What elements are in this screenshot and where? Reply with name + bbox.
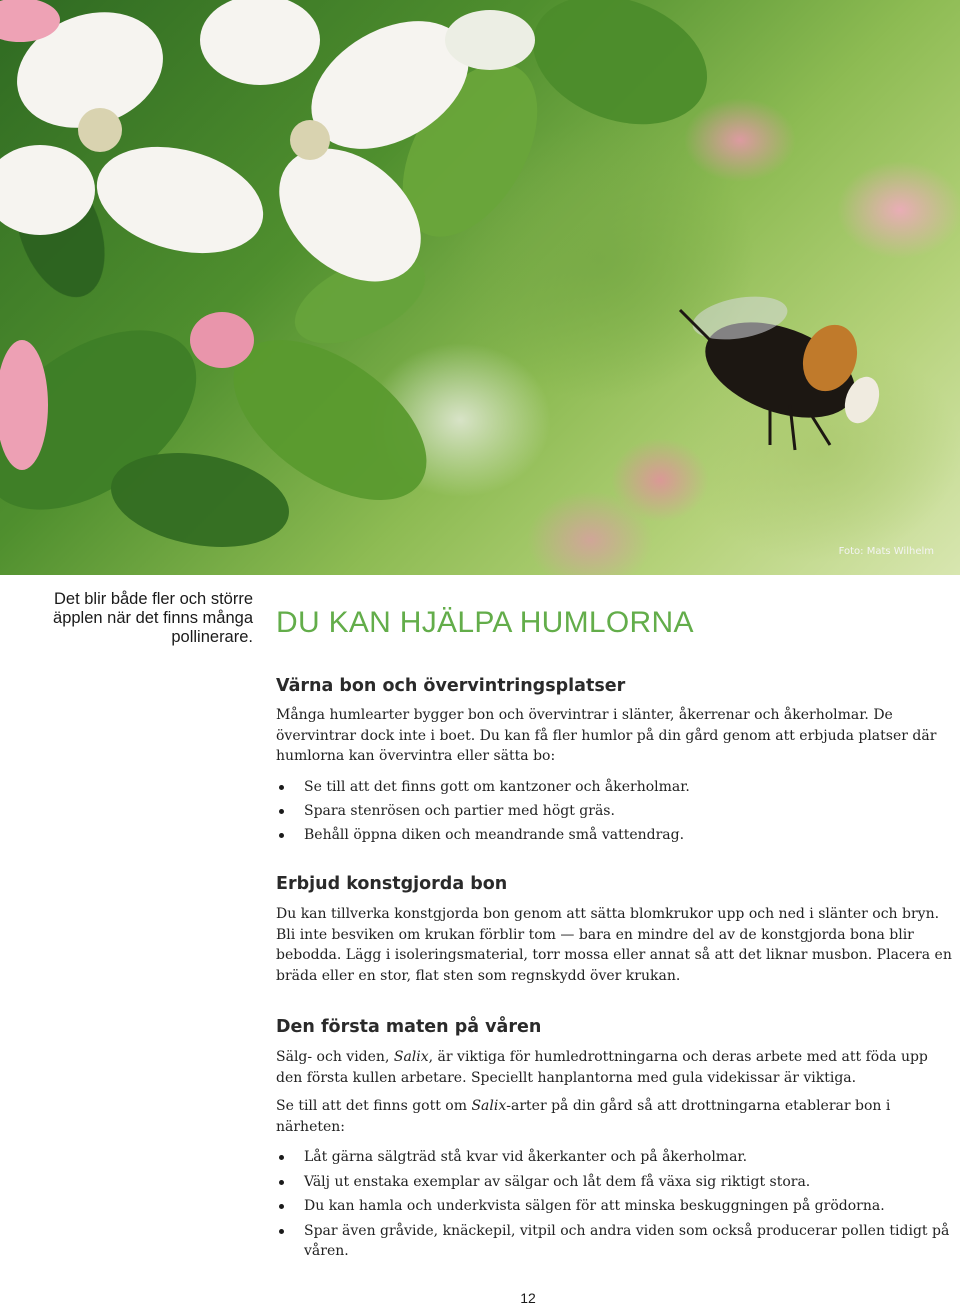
list-item: Se till att det finns gott om kantzoner och åkerholmar. bbox=[276, 777, 956, 798]
list-item: Spar även gråvide, knäckepil, vitpil och andra viden som också producerar pollen tidigt på våren. bbox=[276, 1221, 956, 1262]
section-paragraph: Många humlearter bygger bon och övervintrar i slänter, åkerrenar och åkerholmar. De övervintrar dock inte i boet. Du kan få fler humlor på din gård genom att erbjuda platser där humlorna kan övervintra eller sätta bo: bbox=[276, 707, 937, 764]
section-paragraph: Sälg- och viden, Salix, är viktiga för humledrottningarna och deras arbete med att föda upp den första kullen arbetare. Speciellt hanplantorna med gula videkissar är viktiga. bbox=[276, 1049, 928, 1086]
bumblebee-icon bbox=[680, 290, 885, 450]
section-heading: Den första maten på våren bbox=[276, 1017, 542, 1037]
list-item: Spara stenrösen och partier med högt gräs. bbox=[276, 801, 956, 822]
page-number: 12 bbox=[520, 1290, 536, 1306]
section-nests bbox=[276, 676, 956, 845]
list-item: Välj ut enstaka exemplar av sälgar och låt dem få växa sig riktigt stora. bbox=[276, 1172, 956, 1193]
section-paragraph: Se till att det finns gott om Salix-arter på din gård så att drottningarna etablerar bon i närheten: bbox=[276, 1098, 891, 1135]
section-artificial-nests bbox=[276, 874, 956, 986]
bullet-list bbox=[276, 777, 956, 846]
section-heading: Erbjud konstgjorda bon bbox=[276, 874, 508, 894]
photo-credit: Foto: Mats Wilhelm bbox=[838, 546, 934, 557]
bullet-list bbox=[276, 1147, 956, 1262]
page-title: DU KAN HJÄLPA HUMLORNA bbox=[276, 606, 694, 639]
section-paragraph: Du kan tillverka konstgjorda bon genom att sätta blomkrukor upp och ned i slänter och bryn. Bli inte besviken om krukan förblir tom — bara en mindre del av de konstgjorda bona blir bebodda. Lägg i isoleringsmaterial, torr mossa eller annat så att det liknar musbon. Placera en bräda eller en stor, flat sten som regnskydd över krukan. bbox=[276, 906, 952, 984]
section-first-food bbox=[276, 1017, 956, 1262]
list-item: Låt gärna sälgträd stå kvar vid åkerkanter och på åkerholmar. bbox=[276, 1147, 956, 1168]
hero-photo bbox=[0, 0, 960, 575]
apple-blossom-bumblebee-illustration bbox=[0, 0, 960, 575]
list-item: Du kan hamla och underkvista sälgen för att minska beskuggningen på grödorna. bbox=[276, 1196, 956, 1217]
photo-caption: Det blir både fler och större äpplen när det finns många pollinerare. bbox=[53, 590, 253, 646]
list-item: Behåll öppna diken och meandrande små vattendrag. bbox=[276, 825, 956, 846]
section-heading: Värna bon och övervintringsplatser bbox=[276, 676, 626, 696]
